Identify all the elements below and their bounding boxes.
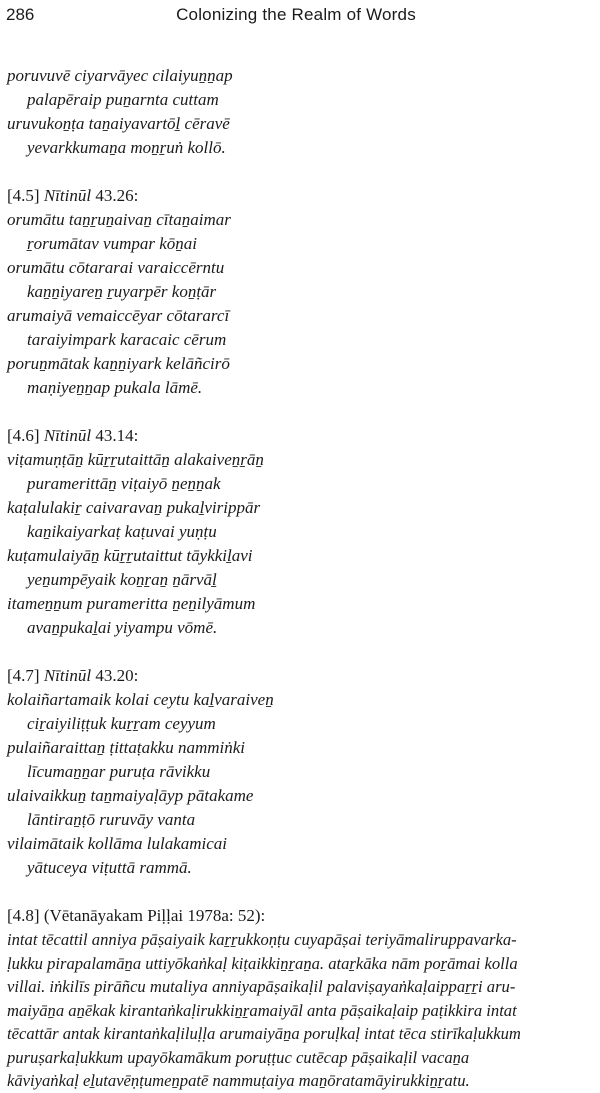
verse-line: kuṭamulaiyāṉ kūṟṟutaittut tāykkiḻavi [7, 546, 253, 565]
page-number: 286 [6, 5, 35, 24]
verse-line: viṭamuṇṭāṉ kūṟṟutaittāṉ alakaiveṉṟāṉ [7, 450, 264, 469]
verse-line: puramerittāṉ viṭaiyō ṉeṉṉak [27, 474, 221, 493]
prose-line: villai. iṅkilīs pirāñcu mutaliya anniyapāṣaikaḷil palaviṣayaṅkaḷaippaṟṟi aru- [7, 977, 516, 996]
verse-line: kaṉṉiyareṉ ṟuyarpēr koṉṭār [27, 282, 217, 301]
verse-line: kaṭalulakiṟ caivaravaṉ pukaḻvirippār [7, 498, 261, 517]
prose-line: tēcattār antak kirantaṅkaḷiluḷḷa arumaiyāṉa poruḷkaḷ intat tēca stirīkaḷukkum [7, 1024, 521, 1043]
verse-line: ciṟaiyiliṭṭuk kuṟṟam ceyyum [27, 714, 216, 733]
verse-line: taraiyimpark karacaic cērum [27, 330, 227, 349]
verse-line: ulaivaikkuṉ taṉmaiyaḷāyp pātakame [7, 786, 254, 805]
verse-block-continued [7, 64, 592, 160]
verse-line: kaṉikaiyarkaṭ kaṭuvai yuṇṭu [27, 522, 217, 541]
verse-ref: [4.7] [7, 666, 40, 685]
verse-source [7, 424, 592, 448]
verse-line: yeṉumpēyaik koṉṟaṉ ṉārvāḻ [27, 570, 217, 589]
source-number: 43.26: [95, 186, 139, 205]
prose-line: ḷukku pirapalamāṉa uttiyōkaṅkaḷ kiṭaikkiṉṟaṉa. ataṟkāka nām poṟāmai kolla [7, 953, 518, 973]
verse-line: līcumaṉṉar puruṭa rāvikku [27, 762, 211, 781]
running-title: Colonizing the Realm of Words [176, 5, 416, 24]
verse-ref: [4.6] [7, 426, 40, 445]
prose-line: intat tēcattil anniya pāṣaiyaik kaṟṟukkoṇṭu cuyapāṣai teriyāmaliruppavarka- [7, 930, 517, 949]
prose-citation: (Vētanāyakam Piḷḷai 1978a: 52): [43, 906, 266, 925]
verse-line: pulaiñaraittaṉ ṭittaṭakku nammiṅki [7, 738, 245, 757]
verse-block-4-6 [7, 424, 592, 640]
verse-line: orumātu taṉṟuṉaivaṉ cītaṉaimar [7, 210, 231, 229]
verse-line: palapēraip puṉarnta cuttam [27, 90, 219, 109]
verse-line: orumātu cōtararai varaiccērntu [7, 258, 225, 277]
prose-line: maiyāṉa aṉēkak kirantaṅkaḷirukkiṉṟamaiyāl anta pāṣaikaḷaip paṭikkira intat [7, 1000, 517, 1020]
verse-line: kolaiñartamaik kolai ceytu kaḻvaraiveṉ [7, 690, 274, 709]
source-title: Nītinūl [43, 666, 92, 685]
verse-line: lāntiraṉṭō ruruvāy vanta [27, 810, 196, 829]
verse-ref: [4.5] [7, 186, 40, 205]
prose-block-4-8 [7, 904, 592, 1093]
source-number: 43.20: [95, 666, 139, 685]
prose-source [7, 904, 592, 928]
source-title: Nītinūl [43, 426, 92, 445]
verse-line: yātuceya viṭuttā rammā. [27, 858, 192, 877]
verse-line: vilaimātaik kollāma lulakamicai [7, 834, 228, 853]
prose-ref: [4.8] [7, 906, 40, 925]
prose-paragraph [7, 928, 592, 1093]
verse-line: yevarkkumaṉa moṉṟuṅ kollō. [27, 138, 226, 157]
prose-line: kāviyaṅkaḷ eḻutavēṇṭumeṉpatē nammuṭaiya maṉōratamāyirukkiṉṟatu. [7, 1071, 470, 1090]
verse-source [7, 664, 592, 688]
verse-line: ṟorumātav vumpar kōṉai [27, 234, 197, 253]
verse-line: maṇiyeṉṉap pukala lāmē. [27, 378, 203, 397]
source-title: Nītinūl [43, 186, 92, 205]
verse-source [7, 184, 592, 208]
verse-line: itameṉṉum purameritta ṉeṉilyāmum [7, 594, 256, 613]
verse-block-4-7 [7, 664, 592, 880]
verse-line: arumaiyā vemaiccēyar cōtararcī [7, 306, 230, 325]
body-text [7, 64, 592, 1093]
verse-line: poruvuvē ciyarvāyec cilaiyuṉṉap [7, 66, 233, 85]
verse-block-4-5 [7, 184, 592, 400]
source-number: 43.14: [95, 426, 139, 445]
verse-line: uruvukoṉṭa taṉaiyavartōḻ cēravē [7, 114, 230, 133]
prose-line: puruṣarkaḷukkum upayōkamākum poruṭṭuc cutēcap pāṣaikaḷil vacaṉa [7, 1047, 470, 1067]
running-head [6, 5, 586, 29]
verse-line: avaṉpukaḻai yiyampu vōmē. [27, 618, 218, 637]
verse-line: poruṉmātak kaṉṉiyark kelāñcirō [7, 354, 230, 373]
